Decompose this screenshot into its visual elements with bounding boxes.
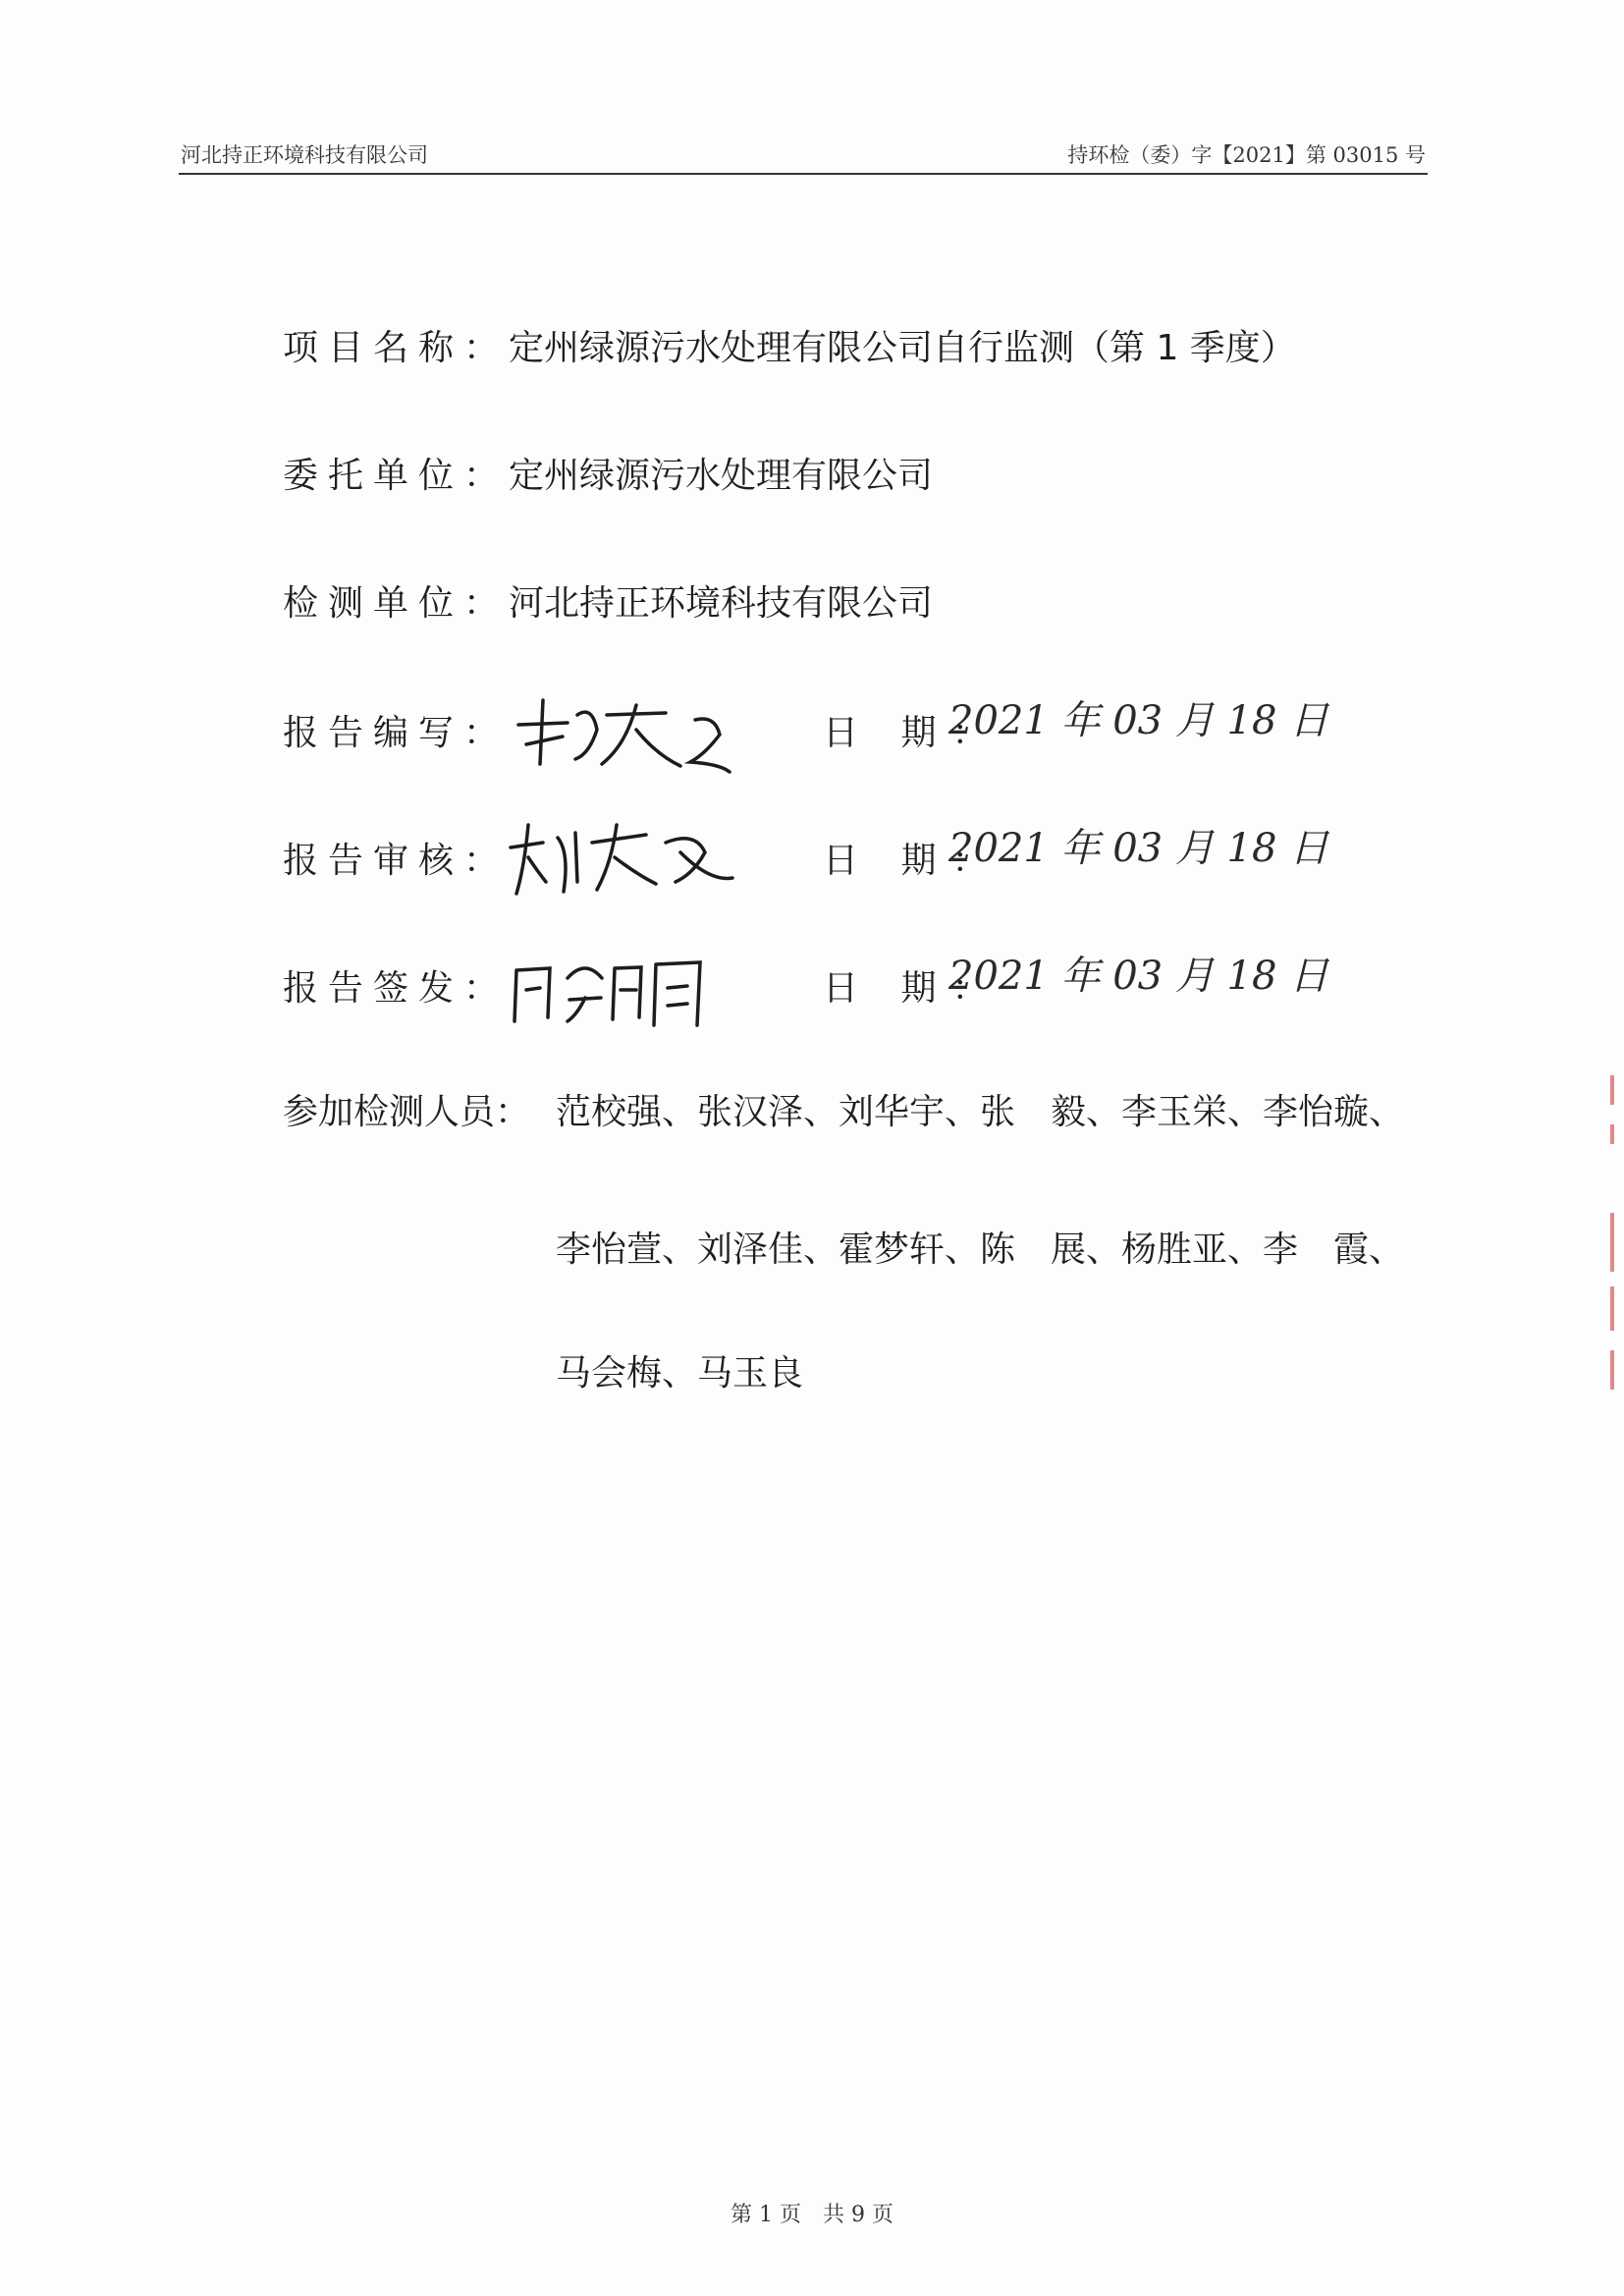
issuer-signature bbox=[499, 941, 734, 1029]
reviewer-date-label: 日 期： bbox=[823, 841, 1003, 881]
edge-stamp-mark bbox=[1610, 1075, 1614, 1105]
compiler-label: 报告编写： bbox=[283, 713, 510, 753]
signature-row-issuer bbox=[283, 947, 1329, 1025]
header-company: 河北持正环境科技有限公司 bbox=[181, 143, 428, 167]
header-report-number: 持环检（委）字【2021】第 03015 号 bbox=[1067, 143, 1426, 167]
edge-stamp-mark bbox=[1610, 1350, 1614, 1390]
reviewer-date: 2021 年 03 月 18 日 bbox=[948, 826, 1329, 871]
issuer-date-label: 日 期： bbox=[823, 968, 1003, 1009]
edge-stamp-mark bbox=[1610, 1124, 1614, 1144]
reviewer-signature bbox=[499, 813, 734, 902]
compiler-signature bbox=[499, 685, 734, 774]
staff-line-1: 范校强、张汉泽、刘华宇、张 毅、李玉栄、李怡璇、 bbox=[556, 1092, 1405, 1132]
compiler-date-label: 日 期： bbox=[823, 713, 1003, 753]
page-footer: 第 1 页 共 9 页 bbox=[731, 2203, 893, 2227]
signature-row-compiler bbox=[283, 691, 1329, 770]
issuer-label: 报告签发： bbox=[283, 968, 510, 1009]
project-name-label: 项目名称： bbox=[283, 328, 510, 368]
edge-stamp-mark bbox=[1610, 1286, 1614, 1331]
compiler-date: 2021 年 03 月 18 日 bbox=[948, 698, 1329, 743]
signature-row-reviewer bbox=[283, 819, 1329, 898]
staff-line-2: 李怡萱、刘泽佳、霍梦轩、陈 展、杨胜亚、李 霞、 bbox=[556, 1230, 1405, 1270]
staff-label: 参加检测人员： bbox=[283, 1092, 531, 1132]
client-value: 定州绿源污水处理有限公司 bbox=[509, 456, 934, 496]
client-label: 委托单位： bbox=[283, 456, 510, 496]
page-header bbox=[179, 137, 1428, 175]
reviewer-label: 报告审核： bbox=[283, 841, 510, 881]
edge-stamp-mark bbox=[1610, 1213, 1614, 1272]
project-name-row bbox=[283, 320, 1296, 370]
staff-line-3: 马会梅、马玉良 bbox=[556, 1353, 804, 1394]
project-name-value: 定州绿源污水处理有限公司自行监测（第 1 季度） bbox=[509, 328, 1296, 368]
lab-label: 检测单位： bbox=[283, 583, 510, 624]
lab-row bbox=[283, 575, 933, 626]
client-row bbox=[283, 448, 933, 498]
lab-value: 河北持正环境科技有限公司 bbox=[509, 583, 934, 624]
issuer-date: 2021 年 03 月 18 日 bbox=[948, 954, 1329, 999]
